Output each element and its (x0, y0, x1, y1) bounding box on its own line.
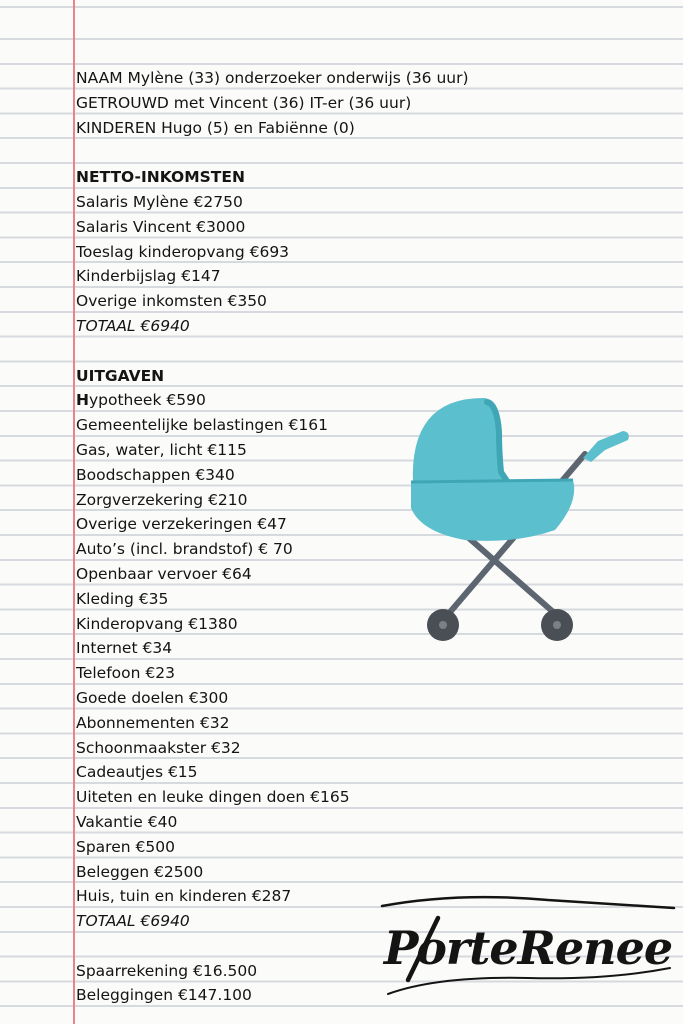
expense-rest: ypotheek €590 (88, 391, 206, 410)
profile-married: GETROUWD met Vincent (36) IT-er (36 uur) (76, 93, 412, 112)
expense-item: Kleding €35 (76, 589, 169, 608)
spacer (76, 140, 676, 165)
profile-name: NAAM Mylène (33) onderzoeker onderwijs (36 uur) (76, 69, 469, 87)
income-item: Overige inkomsten €350 (76, 292, 267, 311)
expense-item: Goede doelen €300 (76, 688, 229, 707)
savings-item: Beleggingen €147.100 (76, 986, 252, 1005)
expense-item: Schoonmaakster €32 (76, 738, 241, 757)
stroller-wheel-hub (439, 621, 447, 629)
notebook-margin-line (73, 0, 75, 1024)
profile-children: KINDEREN Hugo (5) en Fabiënne (0) (76, 118, 355, 137)
income-heading: NETTO-INKOMSTEN (76, 168, 245, 187)
expense-item: Gemeentelijke belastingen €161 (76, 416, 328, 435)
expense-item: Openbaar vervoer €64 (76, 564, 252, 583)
expense-item: Abonnementen €32 (76, 713, 230, 732)
expense-item: Kinderopvang €1380 (76, 614, 238, 633)
expense-item: Huis, tuin en kinderen €287 (76, 887, 292, 906)
income-total: TOTAAL €6940 (76, 316, 190, 335)
expense-item: Uiteten en leuke dingen doen €165 (76, 788, 350, 807)
expenses-heading: UITGAVEN (76, 366, 165, 385)
expense-item: Gas, water, licht €115 (76, 440, 247, 459)
stroller-wheel-hub (553, 621, 561, 629)
logo-text: PorteRenee (383, 921, 673, 975)
expense-item: Sparen €500 (76, 837, 175, 856)
spacer (76, 339, 676, 364)
expense-item: Cadeautjes €15 (76, 763, 198, 782)
stroller-basket-rim (411, 480, 573, 482)
savings-item: Spaarrekening €16.500 (76, 961, 258, 980)
expense-item: Beleggen €2500 (76, 862, 204, 881)
expense-item: Auto’s (incl. brandstof) € 70 (76, 540, 293, 559)
income-item: Salaris Mylène €2750 (76, 192, 243, 211)
income-item: Toeslag kinderopvang €693 (76, 242, 290, 261)
stroller-handle (583, 431, 629, 462)
porterenee-logo (378, 888, 678, 998)
expense-item: Internet €34 (76, 639, 173, 658)
expense-item: Overige verzekeringen €47 (76, 515, 287, 534)
expense-item: Vakantie €40 (76, 812, 178, 831)
income-item: Salaris Vincent €3000 (76, 217, 246, 236)
stroller-illustration (405, 392, 635, 652)
expense-item: Zorgverzekering €210 (76, 490, 248, 509)
stroller-basket (411, 480, 574, 541)
income-item: Kinderbijslag €147 (76, 267, 221, 286)
expense-item: Telefoon €23 (76, 664, 175, 683)
expense-initial: H (76, 391, 89, 410)
logo-swash (382, 897, 674, 908)
expenses-total: TOTAAL €6940 (76, 912, 190, 931)
expense-item: Boodschappen €340 (76, 465, 235, 484)
stroller-hood (413, 398, 505, 484)
